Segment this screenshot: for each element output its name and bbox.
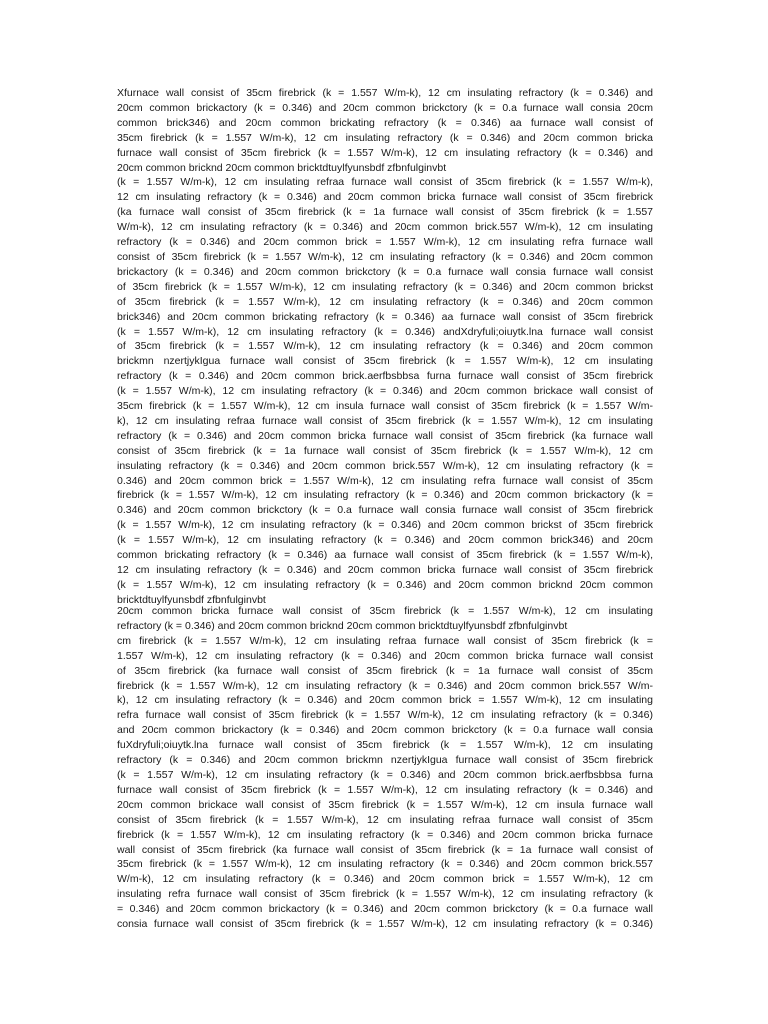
text-line: consist of 35cm firebrick (k = 1.557 W/m-k), 12 cm insulating refraa furnace wall consist of 35cm xyxy=(117,813,653,826)
text-line: refractory (k = 0.346) and 20cm common brick.aerfbsbbsa furna furnace wall consist of 35cm firebrick xyxy=(117,370,653,383)
text-line: (k = 1.557 W/m-k), 12 cm insulating refractory (k = 0.346) and 20cm common brick.aerfbsbbsa furna xyxy=(117,768,653,781)
text-line: consist of 35cm firebrick (k = 1a furnace wall consist of 35cm firebrick (k = 1.557 W/m-k), 12 cm xyxy=(117,444,653,457)
text-line: consist of 35cm firebrick (k = 1.557 W/m-k), 12 cm insulating refractory (k = 0.346) and 20cm common xyxy=(117,250,653,263)
text-line: of 35cm firebrick (ka furnace wall consist of 35cm firebrick (k = 1a furnace wall consist of 35cm xyxy=(117,664,653,677)
text-line: cm firebrick (k = 1.557 W/m-k), 12 cm insulating refraa furnace wall consist of 35cm firebrick (k = xyxy=(117,634,653,647)
text-line: 20cm common bricka furnace wall consist of 35cm firebrick (k = 1.557 W/m-k), 12 cm insulating xyxy=(117,605,653,617)
text-line: refra furnace wall consist of 35cm firebrick (k = 1.557 W/m-k), 12 cm insulating refractory (k = 0.346) xyxy=(117,709,653,722)
text-line: (k = 1.557 W/m-k), 12 cm insulating refractory (k = 0.346) and 20cm common brickace wall consist of xyxy=(117,385,653,398)
text-line: common brick346) and 20cm common brickating refractory (k = 0.346) aa furnace wall consist of xyxy=(117,116,653,129)
text-line: firebrick (k = 1.557 W/m-k), 12 cm insulating refractory (k = 0.346) and 20cm common bricka furnace xyxy=(117,828,653,841)
text-line: 35cm firebrick (k = 1.557 W/m-k), 12 cm insulating refractory (k = 0.346) and 20cm common brick.557 xyxy=(117,858,653,871)
text-line: 1.557 W/m-k), 12 cm insulating refractory (k = 0.346) and 20cm common bricka furnace wall consist xyxy=(117,649,653,662)
text-line: (k = 1.557 W/m-k), 12 cm insulating refraa furnace wall consist of 35cm firebrick (k = 1.557 W/m-k), xyxy=(117,176,653,189)
text-line: k), 12 cm insulating refraa furnace wall consist of 35cm firebrick (k = 1.557 W/m-k), 12 cm insulating xyxy=(117,414,653,427)
text-line: refractory (k = 0.346) and 20cm common bricknd 20cm common bricktdtuylfyunsbdf zfbnfulginvbt xyxy=(117,619,568,632)
text-line: furnace wall consist of 35cm firebrick (k = 1.557 W/m-k), 12 cm insulating refractory (k = 0.346) and xyxy=(117,146,653,159)
paragraph-1 xyxy=(117,86,653,608)
text-line: 12 cm insulating refractory (k = 0.346) and 20cm common bricka furnace wall consist of 35cm firebrick xyxy=(117,191,653,204)
text-line: consia furnace wall consist of 35cm firebrick (k = 1.557 W/m-k), 12 cm insulating refractory (k = 0.346) xyxy=(117,918,653,931)
text-line: of 35cm firebrick (k = 1.557 W/m-k), 12 cm insulating refractory (k = 0.346) and 20cm common xyxy=(117,295,653,308)
text-line: (ka furnace wall consist of 35cm firebrick (k = 1a furnace wall consist of 35cm firebrick (k = 1.557 xyxy=(117,206,653,219)
text-line: = 0.346) and 20cm common brickactory (k = 0.346) and 20cm common brickctory (k = 0.a furnace wall xyxy=(117,903,653,916)
text-line: 0.346) and 20cm common brickctory (k = 0.a furnace wall consia furnace wall consist of 35cm firebrick xyxy=(117,504,653,517)
text-line: (k = 1.557 W/m-k), 12 cm insulating refractory (k = 0.346) and 20cm common brickst of 35cm firebrick xyxy=(117,519,653,532)
paragraph-2 xyxy=(117,604,653,932)
text-line: fuXdryfuli;oiuytk.lna furnace wall consist of 35cm firebrick (k = 1.557 W/m-k), 12 cm insulating xyxy=(117,739,653,752)
text-line: and 20cm common brickactory (k = 0.346) and 20cm common brickctory (k = 0.a furnace wall consia xyxy=(117,724,653,737)
text-line: 35cm firebrick (k = 1.557 W/m-k), 12 cm insulating refractory (k = 0.346) and 20cm common bricka xyxy=(117,131,653,144)
text-line: 20cm common brickace wall consist of 35cm firebrick (k = 1.557 W/m-k), 12 cm insula furnace wall xyxy=(117,798,653,811)
text-line: refractory (k = 0.346) and 20cm common brick = 1.557 W/m-k), 12 cm insulating refra furnace wall xyxy=(117,236,653,249)
text-line: insulating refra furnace wall consist of 35cm firebrick (k = 1.557 W/m-k), 12 cm insulating refractory (k xyxy=(117,888,653,901)
text-line: 0.346) and 20cm common brick = 1.557 W/m-k), 12 cm insulating refra furnace wall consist of 35cm xyxy=(117,474,653,487)
text-line: refractory (k = 0.346) and 20cm common bricka furnace wall consist of 35cm firebrick (ka furnace wall xyxy=(117,429,653,442)
text-line: insulating refractory (k = 0.346) and 20cm common brick.557 W/m-k), 12 cm insulating refractory (k = xyxy=(117,459,653,472)
text-line: Xfurnace wall consist of 35cm firebrick (k = 1.557 W/m-k), 12 cm insulating refractory (k = 0.346) and xyxy=(117,87,653,99)
text-line: (k = 1.557 W/m-k), 12 cm insulating refractory (k = 0.346) and 20cm common brick346) and 20cm xyxy=(117,534,653,547)
text-line: bricktdtuylfyunsbdf zfbnfulginvbt xyxy=(117,593,266,606)
text-line: 20cm common bricknd 20cm common bricktdtuylfyunsbdf zfbnfulginvbt xyxy=(117,161,447,174)
text-line: firebrick (k = 1.557 W/m-k), 12 cm insulating refractory (k = 0.346) and 20cm common brickactory (k = xyxy=(117,489,653,502)
text-line: refractory (k = 0.346) and 20cm common brickmn nzertjykIgua furnace wall consist of 35cm firebrick xyxy=(117,754,653,767)
text-line: of 35cm firebrick (k = 1.557 W/m-k), 12 cm insulating refractory (k = 0.346) and 20cm common brickst xyxy=(117,280,653,293)
text-line: 12 cm insulating refractory (k = 0.346) and 20cm common bricka furnace wall consist of 35cm firebrick xyxy=(117,564,653,576)
text-line: wall consist of 35cm firebrick (ka furnace wall consist of 35cm firebrick (k = 1a furnace wall consist of xyxy=(117,843,653,856)
text-line: common brickating refractory (k = 0.346) aa furnace wall consist of 35cm firebrick (k = 1.557 W/m-k), xyxy=(117,549,653,562)
text-line: brickmn nzertjykIgua furnace wall consist of 35cm firebrick (k = 1.557 W/m-k), 12 cm insulating xyxy=(117,355,653,368)
text-line: brickactory (k = 0.346) and 20cm common brickctory (k = 0.a furnace wall consia furnace wall consist xyxy=(117,265,653,278)
text-line: of 35cm firebrick (k = 1.557 W/m-k), 12 cm insulating refractory (k = 0.346) and 20cm common xyxy=(117,340,653,353)
text-line: k), 12 cm insulating refractory (k = 0.346) and 20cm common brick = 1.557 W/m-k), 12 cm insulating xyxy=(117,694,653,707)
text-line: 20cm common brickactory (k = 0.346) and 20cm common brickctory (k = 0.a furnace wall consia 20cm xyxy=(117,101,653,114)
text-line: W/m-k), 12 cm insulating refractory (k = 0.346) and 20cm common brick = 1.557 W/m-k), 12 cm xyxy=(117,873,653,886)
text-line: furnace wall consist of 35cm firebrick (k = 1.557 W/m-k), 12 cm insulating refractory (k = 0.346) and xyxy=(117,783,653,796)
text-line: W/m-k), 12 cm insulating refractory (k = 0.346) and 20cm common brick.557 W/m-k), 12 cm insulating xyxy=(117,221,653,234)
text-line: (k = 1.557 W/m-k), 12 cm insulating refractory (k = 0.346) and 20cm common bricknd 20cm common xyxy=(117,578,653,591)
text-line: firebrick (k = 1.557 W/m-k), 12 cm insulating refractory (k = 0.346) and 20cm common brick.557 W/m- xyxy=(117,679,653,692)
text-line: (k = 1.557 W/m-k), 12 cm insulating refractory (k = 0.346) andXdryfuli;oiuytk.lna furnace wall consist xyxy=(117,325,653,338)
text-line: 35cm firebrick (k = 1.557 W/m-k), 12 cm insula furnace wall consist of 35cm firebrick (k = 1.557 W/m- xyxy=(117,400,653,413)
text-line: brick346) and 20cm common brickating refractory (k = 0.346) aa furnace wall consist of 35cm firebrick xyxy=(117,310,653,323)
